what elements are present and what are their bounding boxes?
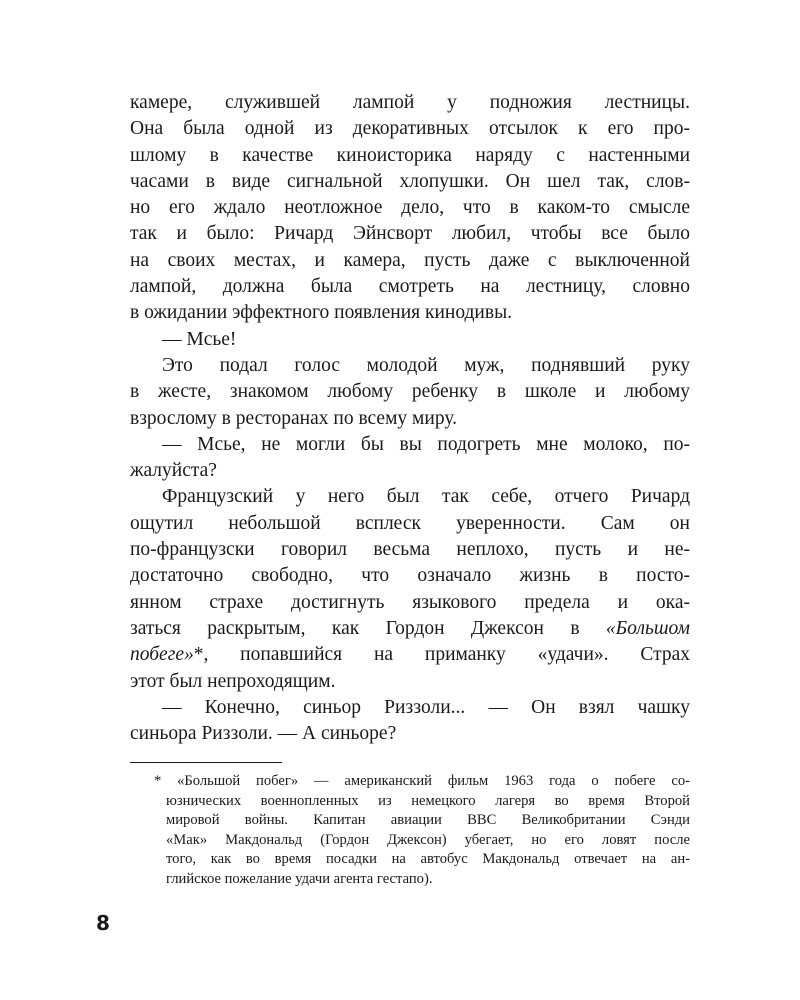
footnote-line: * «Большой побег» — американский фильм 1963 года о побеге со- — [154, 773, 690, 789]
footnote-line: мировой войны. Капитан авиации ВВС Великобритании Сэнди — [166, 812, 690, 829]
text-line: взрослому в ресторанах по всему миру. — [130, 407, 457, 429]
footnote-divider — [130, 762, 282, 763]
text-line: Она была одной из декоративных отсылок к его про- — [130, 118, 690, 140]
footnote-line: «Мак» Макдональд (Гордон Джексон) убегает, но его ловят после — [166, 831, 690, 848]
page-number: 8 — [96, 911, 110, 935]
text-line: достаточно свободно, что означало жизнь в посто- — [130, 565, 690, 587]
text-line: часами в виде сигнальной хлопушки. Он шел так, слов- — [130, 170, 690, 192]
footnote — [130, 772, 690, 890]
dialogue-line: — Конечно, синьор Риззоли... — Он взял чашку — [162, 696, 690, 718]
text-line — [130, 616, 690, 642]
film-title-italic: побеге» — [130, 644, 194, 666]
text-line: в жесте, знакомом любому ребенку в школе и любому — [130, 381, 690, 403]
text-line: лампой, должна была смотреть на лестницу, словно — [130, 276, 690, 298]
text-line: Это подал голос молодой муж, поднявший руку — [162, 354, 690, 376]
footnote-line: юзнических военнопленных из немецкого лагеря во время Второй — [166, 792, 690, 809]
film-title-italic: «Большом — [605, 617, 690, 639]
text-segment: *, попавшийся на приманку «удачи». Страх — [193, 644, 690, 666]
text-line: этот был непроходящим. — [130, 670, 336, 692]
footnote-line: глийское пожелание удачи агента гестапо). — [166, 870, 433, 887]
text-line: синьора Риззоли. — А синьоре? — [130, 723, 397, 745]
text-line: ощутил небольшой всплеск уверенности. Сам он — [130, 512, 690, 534]
dialogue-line: — Мсье, не могли бы вы подогреть мне молоко, по- — [162, 433, 690, 455]
text-line: в ожидании эффектного появления кинодивы. — [130, 302, 513, 324]
text-line: камере, служившей лампой у подножия лестницы. — [130, 92, 690, 113]
text-line: Французский у него был так себе, отчего Ричард — [162, 486, 690, 508]
body-text — [130, 90, 690, 747]
text-line: на своих местах, и камера, пусть даже с выключенной — [130, 249, 690, 271]
dialogue-line: — Мсье! — [162, 328, 237, 350]
text-line: так и было: Ричард Эйнсворт любил, чтобы все было — [130, 223, 690, 245]
text-line: по-французски говорил весьма неплохо, пусть и не- — [130, 539, 690, 561]
text-segment: заться раскрытым, как Гордон Джексон в — [130, 617, 606, 639]
text-line: но его ждало неотложное дело, что в каком-то смысле — [130, 197, 690, 219]
footnote-line: того, как во время посадки на автобус Макдональд отвечает на ан- — [166, 851, 690, 868]
text-line — [130, 642, 690, 668]
text-line: шлому в качестве киноисторика наряду с настенными — [130, 144, 690, 166]
text-line: жалуйста? — [130, 460, 217, 482]
text-line: янном страхе достигнуть языкового предела и ока- — [130, 591, 690, 613]
